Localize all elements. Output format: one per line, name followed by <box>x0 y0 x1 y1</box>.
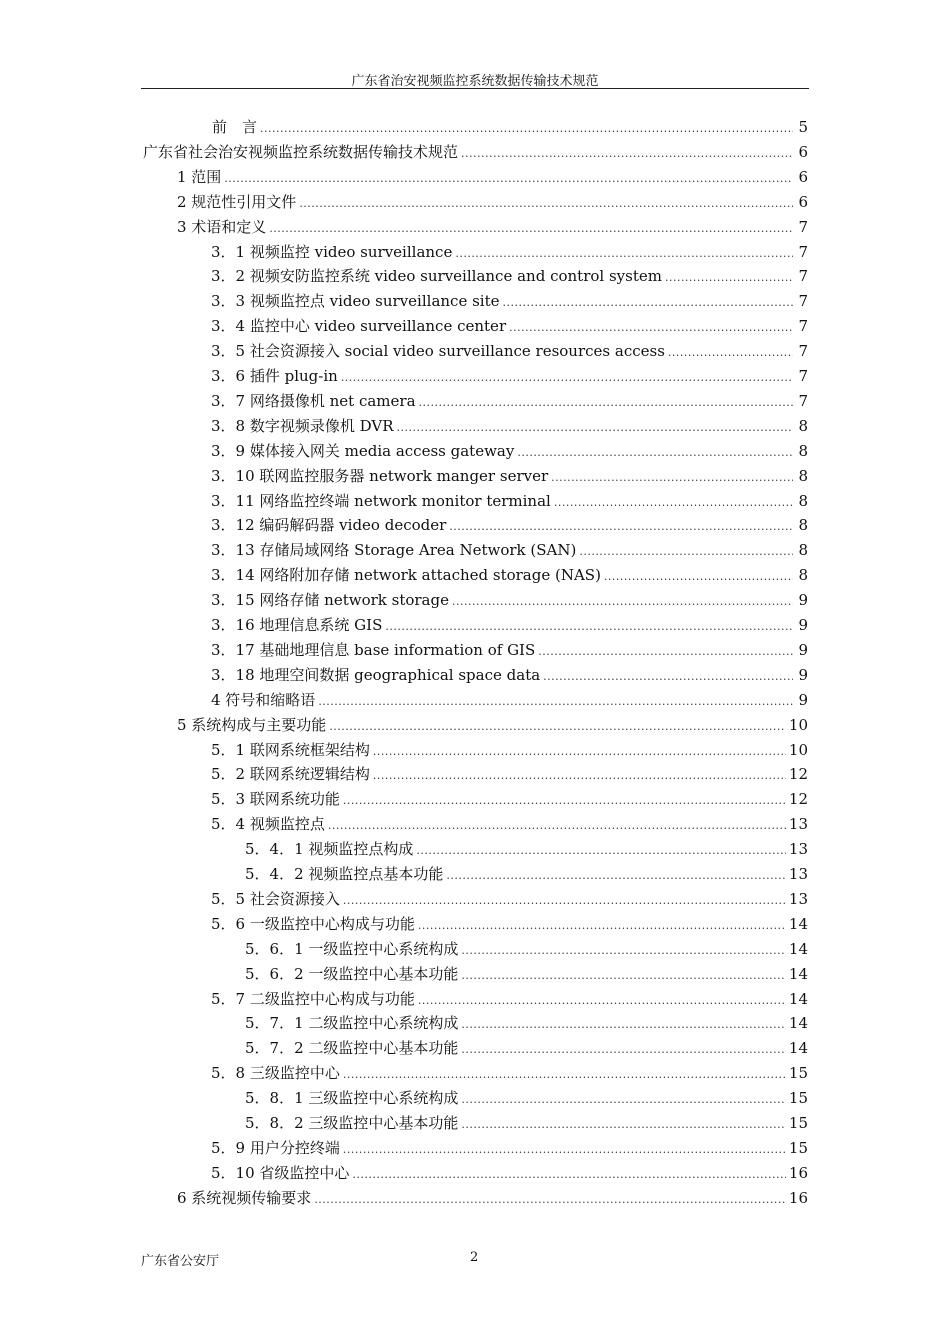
toc-dot-leader <box>461 965 786 987</box>
toc-entry-title: 3．7 网络摄像机 net camera <box>211 391 416 410</box>
toc-entry-page: 8 <box>798 491 808 510</box>
toc-dot-leader <box>260 118 793 140</box>
toc-entry[interactable] <box>245 863 808 885</box>
toc-entry[interactable] <box>211 465 808 487</box>
toc-entry-page: 7 <box>798 317 808 336</box>
toc-entry[interactable] <box>211 241 808 263</box>
toc-entry-title: 5．4 视频监控点 <box>211 815 325 834</box>
toc-dot-leader <box>385 616 793 638</box>
toc-dot-leader <box>452 591 793 613</box>
toc-entry-page: 7 <box>798 242 808 261</box>
toc-dot-leader <box>551 467 793 489</box>
toc-dot-leader <box>343 790 786 812</box>
toc-entry-title: 5．10 省级监控中心 <box>211 1163 350 1182</box>
toc-entry-page: 9 <box>798 665 808 684</box>
toc-entry-page: 14 <box>788 914 808 933</box>
toc-entry-title: 6 系统视频传输要求 <box>177 1188 312 1207</box>
toc-entry-title: 4 符号和缩略语 <box>211 690 316 709</box>
toc-entry-title: 5．6 一级监控中心构成与功能 <box>211 914 415 933</box>
toc-dot-leader <box>446 865 786 887</box>
toc-dot-leader <box>543 666 793 688</box>
toc-entry[interactable] <box>245 938 808 960</box>
toc-entry-page: 6 <box>798 192 808 211</box>
toc-entry[interactable] <box>211 1137 808 1159</box>
toc-entry-page: 6 <box>798 167 808 186</box>
toc-entry-title: 3．14 网络附加存储 network attached storage (NAS) <box>211 566 601 585</box>
toc-entry-title: 3．1 视频监控 video surveillance <box>211 242 453 261</box>
toc-entry-title: 5．4．2 视频监控点基本功能 <box>245 865 444 883</box>
toc-entry-title: 5 系统构成与主要功能 <box>177 715 327 734</box>
toc-entry-title: 3．10 联网监控服务器 network manger server <box>211 466 549 485</box>
toc-entry-page: 14 <box>788 964 808 983</box>
toc-entry-page: 7 <box>798 217 808 236</box>
toc-dot-leader <box>461 1039 786 1061</box>
toc-entry[interactable] <box>211 689 808 711</box>
toc-entry[interactable] <box>245 1037 808 1059</box>
toc-entry-page: 7 <box>798 267 808 286</box>
toc-entry[interactable] <box>211 763 808 785</box>
toc-entry-page: 16 <box>788 1163 808 1182</box>
toc-entry[interactable] <box>211 539 808 561</box>
toc-entry-page: 16 <box>788 1188 808 1207</box>
toc-dot-leader <box>665 267 793 289</box>
toc-entry-page: 7 <box>798 391 808 410</box>
toc-entry[interactable] <box>211 1162 808 1184</box>
toc-entry[interactable] <box>211 614 808 636</box>
toc-entry-page: 14 <box>788 1014 808 1033</box>
toc-entry[interactable] <box>211 440 808 462</box>
toc-entry[interactable] <box>211 913 808 935</box>
toc-dot-leader <box>419 392 793 414</box>
toc-dot-leader <box>461 940 786 962</box>
toc-dot-leader <box>418 990 786 1012</box>
toc-entry[interactable] <box>211 340 808 362</box>
toc-entry-page: 13 <box>788 889 808 908</box>
toc-entry[interactable] <box>211 888 808 910</box>
toc-entry[interactable] <box>177 166 808 188</box>
toc-entry-title: 3．12 编码解码器 video decoder <box>211 516 447 535</box>
toc-entry-page: 9 <box>798 591 808 610</box>
toc-entry-title: 5．5 社会资源接入 <box>211 889 340 908</box>
toc-dot-leader <box>455 243 793 265</box>
header-rule <box>141 88 809 89</box>
toc-entry[interactable] <box>245 1087 808 1109</box>
toc-entry[interactable] <box>143 141 808 163</box>
toc-entry-title: 3．18 地理空间数据 geographical space data <box>211 665 541 684</box>
toc-dot-leader <box>418 915 786 937</box>
toc-entry-title: 3．16 地理信息系统 GIS <box>211 616 383 634</box>
toc-entry[interactable] <box>211 788 808 810</box>
toc-entry-title: 3 术语和定义 <box>177 217 267 236</box>
toc-entry-page: 7 <box>798 342 808 361</box>
toc-entry-page: 10 <box>788 740 808 759</box>
toc-entry-title: 5．8．1 三级监控中心系统构成 <box>245 1089 459 1108</box>
toc-entry-title: 5．7 二级监控中心构成与功能 <box>211 989 415 1008</box>
toc-entry-title: 3．11 网络监控终端 network monitor terminal <box>211 491 551 510</box>
toc-entry[interactable] <box>245 963 808 985</box>
toc-dot-leader <box>329 716 786 738</box>
toc-entry[interactable] <box>211 813 808 835</box>
toc-dot-leader <box>343 890 786 912</box>
toc-entry[interactable] <box>211 365 808 387</box>
toc-entry-title: 3．13 存储局域网络 Storage Area Network (SAN) <box>211 541 577 560</box>
toc-entry-page: 12 <box>788 790 808 809</box>
toc-dot-leader <box>668 342 793 364</box>
toc-dot-leader <box>352 1164 786 1186</box>
toc-entry-title: 5．7．2 二级监控中心基本功能 <box>245 1039 459 1058</box>
footer-page-number: 2 <box>470 1250 479 1265</box>
toc-entry[interactable] <box>211 490 808 512</box>
toc-entry-page: 12 <box>788 765 808 784</box>
toc-entry[interactable] <box>211 739 808 761</box>
toc-entry-title: 5．3 联网系统功能 <box>211 790 340 809</box>
toc-entry[interactable] <box>177 191 808 213</box>
toc-dot-leader <box>328 815 786 837</box>
toc-entry[interactable] <box>177 1187 808 1209</box>
toc-entry-page: 10 <box>788 715 808 734</box>
toc-dot-leader <box>318 691 793 713</box>
toc-entry-title: 5．6．1 一级监控中心系统构成 <box>245 939 459 958</box>
toc-entry-page: 13 <box>788 840 808 859</box>
toc-entry-page: 9 <box>798 690 808 709</box>
toc-entry[interactable] <box>211 415 808 437</box>
toc-entry-title: 3．5 社会资源接入 social video surveillance resources access <box>211 342 665 361</box>
toc-entry-page: 9 <box>798 640 808 659</box>
toc-entry-title: 3．2 视频安防监控系统 video surveillance and control system <box>211 267 662 286</box>
toc-entry[interactable] <box>211 265 808 287</box>
toc-dot-leader <box>503 292 794 314</box>
toc-entry-title: 1 范围 <box>177 167 222 186</box>
toc-entry-title: 3．9 媒体接入网关 media access gateway <box>211 441 515 460</box>
toc-entry-page: 13 <box>788 865 808 883</box>
toc-dot-leader <box>461 1114 786 1136</box>
toc-entry-page: 14 <box>788 1039 808 1058</box>
toc-dot-leader <box>373 741 786 763</box>
toc-entry[interactable] <box>245 838 808 860</box>
toc-dot-leader <box>461 143 793 165</box>
toc-entry-page: 8 <box>798 466 808 485</box>
toc-entry-page: 8 <box>798 441 808 460</box>
toc-entry[interactable] <box>211 290 808 312</box>
toc-entry[interactable] <box>212 116 808 138</box>
toc-entry-page: 7 <box>798 367 808 385</box>
toc-dot-leader <box>449 516 793 538</box>
toc-dot-leader <box>397 417 793 439</box>
toc-entry-title: 5．8 三级监控中心 <box>211 1064 340 1083</box>
page-header-title: 广东省治安视频监控系统数据传输技术规范 <box>351 74 599 89</box>
toc-entry[interactable] <box>211 564 808 586</box>
toc-entry-page: 15 <box>788 1138 808 1157</box>
toc-dot-leader <box>604 566 793 588</box>
toc-entry[interactable] <box>211 1062 808 1084</box>
toc-dot-leader <box>341 367 793 389</box>
toc-entry-title: 3．6 插件 plug-in <box>211 367 338 385</box>
toc-dot-leader <box>373 765 786 787</box>
toc-entry[interactable] <box>211 988 808 1010</box>
footer-organization: 广东省公安厅 <box>141 1254 220 1269</box>
toc-dot-leader <box>416 840 786 862</box>
toc-entry-title: 3．3 视频监控点 video surveillance site <box>211 292 500 311</box>
toc-entry[interactable] <box>211 589 808 611</box>
toc-entry[interactable] <box>245 1012 808 1034</box>
toc-entry-page: 15 <box>788 1064 808 1083</box>
toc-entry-title: 3．8 数字视频录像机 DVR <box>211 416 394 435</box>
toc-dot-leader <box>269 218 793 240</box>
toc-entry-page: 5 <box>798 118 808 136</box>
toc-entry[interactable] <box>245 1112 808 1134</box>
toc-entry-page: 15 <box>788 1114 808 1132</box>
toc-entry-title: 5．2 联网系统逻辑结构 <box>211 765 370 784</box>
toc-dot-leader <box>224 168 793 190</box>
toc-entry[interactable] <box>211 639 808 661</box>
toc-entry[interactable] <box>211 514 808 536</box>
toc-dot-leader <box>314 1189 786 1211</box>
toc-dot-leader <box>554 492 793 514</box>
toc-entry[interactable] <box>177 216 808 238</box>
toc-dot-leader <box>461 1089 786 1111</box>
toc-entry-title: 5．4．1 视频监控点构成 <box>245 840 414 859</box>
toc-entry-title: 5．1 联网系统框架结构 <box>211 740 370 759</box>
toc-dot-leader <box>299 193 793 215</box>
toc-entry-page: 8 <box>798 541 808 560</box>
toc-entry-title: 3．17 基础地理信息 base information of GIS <box>211 640 536 659</box>
toc-entry-page: 6 <box>798 142 808 161</box>
toc-dot-leader <box>517 442 793 464</box>
toc-entry-title: 2 规范性引用文件 <box>177 192 297 211</box>
toc-entry[interactable] <box>211 315 808 337</box>
toc-entry-title: 前 言 <box>212 118 258 136</box>
toc-entry-page: 9 <box>798 616 808 634</box>
toc-entry-page: 8 <box>798 566 808 585</box>
toc-entry-page: 14 <box>788 989 808 1008</box>
toc-dot-leader <box>343 1139 786 1161</box>
toc-dot-leader <box>509 317 793 339</box>
toc-dot-leader <box>343 1064 786 1086</box>
toc-entry-title: 广东省社会治安视频监控系统数据传输技术规范 <box>143 142 459 161</box>
toc-entry-title: 5．7．1 二级监控中心系统构成 <box>245 1014 459 1033</box>
toc-dot-leader <box>538 641 793 663</box>
toc-dot-leader <box>579 541 793 563</box>
toc-entry-page: 14 <box>788 939 808 958</box>
toc-entry-page: 13 <box>788 815 808 834</box>
toc-entry-page: 8 <box>798 516 808 535</box>
toc-entry-page: 7 <box>798 292 808 311</box>
toc-entry-title: 3．4 监控中心 video surveillance center <box>211 317 507 336</box>
toc-entry[interactable] <box>211 664 808 686</box>
toc-entry-page: 8 <box>798 416 808 435</box>
toc-entry-title: 3．15 网络存储 network storage <box>211 591 449 610</box>
toc-entry[interactable] <box>177 714 808 736</box>
toc-entry-title: 5．8．2 三级监控中心基本功能 <box>245 1114 459 1132</box>
toc-dot-leader <box>461 1014 786 1036</box>
toc-entry-title: 5．6．2 一级监控中心基本功能 <box>245 964 459 983</box>
toc-entry-page: 15 <box>788 1089 808 1108</box>
toc-entry[interactable] <box>211 390 808 412</box>
toc-entry-title: 5．9 用户分控终端 <box>211 1138 340 1157</box>
